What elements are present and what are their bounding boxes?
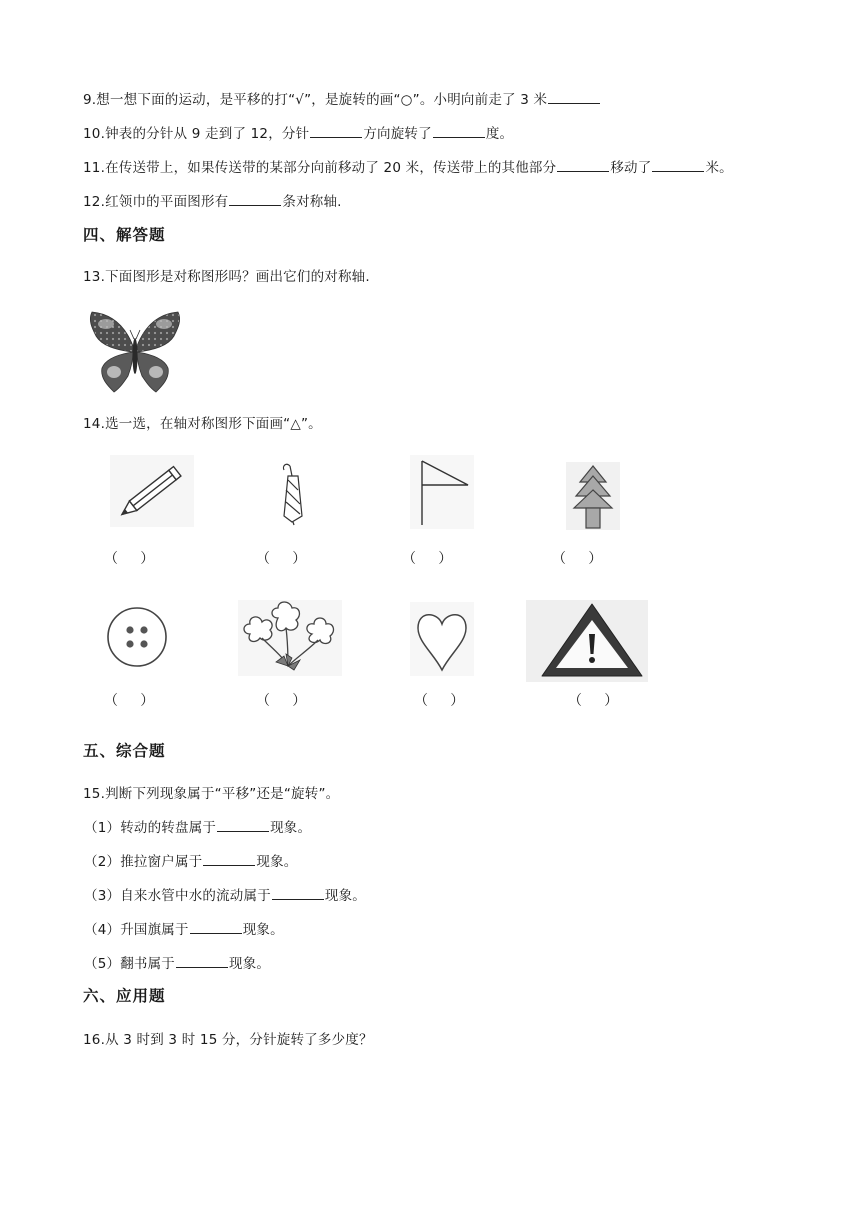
answer-blank[interactable]	[272, 886, 324, 900]
question-13: 13.下面图形是对称图形吗？画出它们的对称轴.	[83, 269, 370, 285]
question-15: 15.判断下列现象属于“平移”还是“旋转”。	[83, 786, 340, 802]
item-suffix: 现象。	[324, 888, 366, 904]
answer-blank[interactable]	[557, 158, 609, 172]
answer-parentheses[interactable]: （ ）	[256, 551, 307, 567]
answer-blank[interactable]	[548, 90, 600, 104]
item-prefix: （4）升国旗属于	[84, 922, 189, 938]
umbrella-icon	[280, 460, 308, 526]
butterfly-icon	[86, 306, 184, 398]
question-10	[83, 124, 513, 143]
question-9	[83, 90, 601, 109]
answer-blank[interactable]	[176, 954, 228, 968]
item-suffix: 现象。	[242, 922, 284, 938]
question-10-text-2: 方向旋转了	[363, 126, 432, 142]
item-prefix: （3）自来水管中水的流动属于	[84, 888, 271, 904]
item-suffix: 现象。	[270, 820, 312, 836]
question-15-item-5	[84, 954, 270, 973]
question-15-item-2	[84, 852, 298, 871]
answer-parentheses[interactable]: （ ）	[414, 693, 465, 709]
question-11-text-1: 11.在传送带上，如果传送带的某部分向前移动了 20 米，传送带上的其他部分	[83, 160, 557, 176]
question-9-text: 9.想一想下面的运动，是平移的打“√”，是旋转的画“○”。小明向前走了 3 米	[83, 92, 548, 108]
question-11-text-3: 米。	[705, 160, 733, 176]
tree-icon	[566, 462, 620, 530]
item-suffix: 现象。	[229, 956, 271, 972]
question-12	[83, 192, 342, 211]
answer-blank[interactable]	[229, 192, 281, 206]
answer-blank[interactable]	[433, 124, 485, 138]
answer-parentheses[interactable]: （ ）	[552, 551, 603, 567]
warning-sign-icon	[526, 600, 648, 682]
question-11-text-2: 移动了	[610, 160, 652, 176]
question-15-item-3	[84, 886, 366, 905]
answer-parentheses[interactable]: （ ）	[104, 693, 155, 709]
question-16: 16.从 3 时到 3 时 15 分，分针旋转了多少度？	[83, 1032, 373, 1048]
question-12-text-2: 条对称轴.	[282, 194, 342, 210]
heart-icon	[410, 602, 474, 676]
question-10-text-3: 度。	[485, 126, 514, 142]
item-suffix: 现象。	[256, 854, 298, 870]
answer-blank[interactable]	[310, 124, 362, 138]
question-15-item-4	[84, 920, 284, 939]
question-12-text-1: 12.红领巾的平面图形有	[83, 194, 229, 210]
answer-blank[interactable]	[217, 818, 269, 832]
question-10-text-1: 10.钟表的分针从 9 走到了 12，分针	[83, 126, 310, 142]
answer-blank[interactable]	[652, 158, 704, 172]
question-15-item-1	[84, 818, 311, 837]
button-icon	[104, 604, 170, 670]
pencil-icon	[110, 455, 194, 527]
answer-parentheses[interactable]: （ ）	[402, 551, 453, 567]
item-prefix: （5）翻书属于	[84, 956, 175, 972]
answer-parentheses[interactable]: （ ）	[568, 693, 619, 709]
flag-icon	[410, 455, 474, 529]
answer-parentheses[interactable]: （ ）	[256, 693, 307, 709]
item-prefix: （1）转动的转盘属于	[84, 820, 217, 836]
question-11	[83, 158, 733, 177]
section-heading-4: 四、解答题	[83, 226, 166, 244]
item-prefix: （2）推拉窗户属于	[84, 854, 203, 870]
section-heading-5: 五、综合题	[83, 742, 166, 760]
answer-blank[interactable]	[190, 920, 242, 934]
question-14: 14.选一选，在轴对称图形下面画“△”。	[83, 416, 322, 432]
answer-parentheses[interactable]: （ ）	[104, 551, 155, 567]
answer-blank[interactable]	[203, 852, 255, 866]
flowers-icon	[238, 600, 342, 676]
section-heading-6: 六、应用题	[83, 987, 166, 1005]
